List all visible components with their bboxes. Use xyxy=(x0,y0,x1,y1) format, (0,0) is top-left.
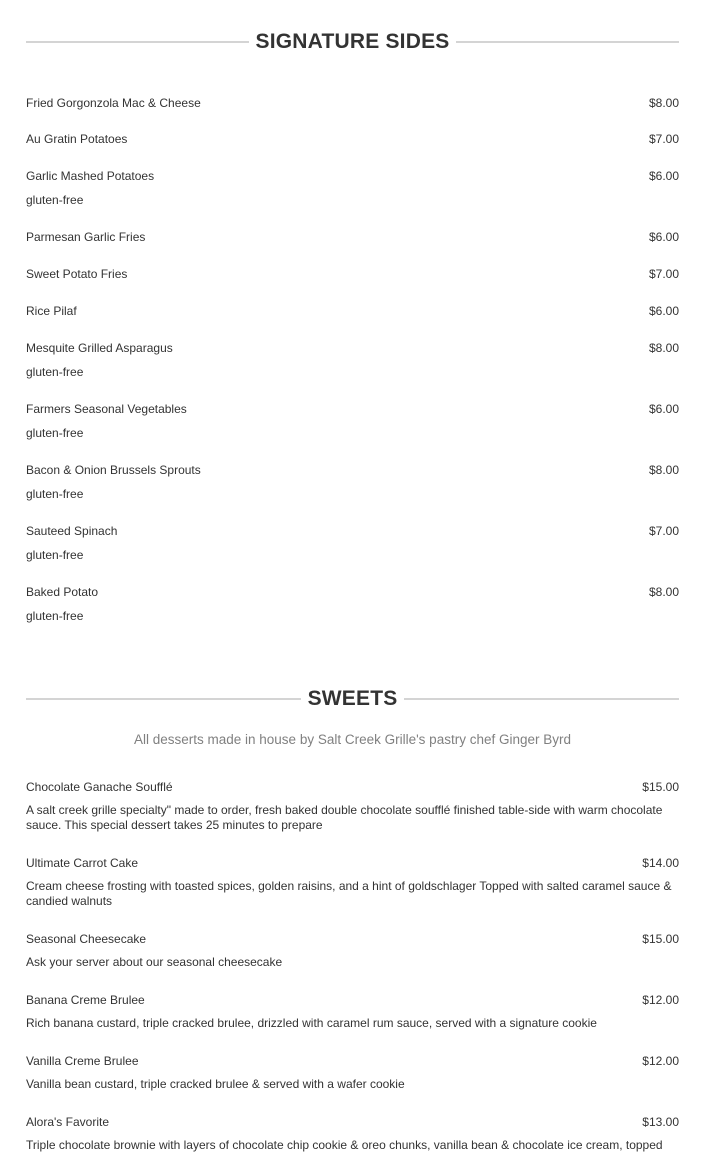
item-description: A salt creek grille specialty" made to order, fresh baked double chocolate soufflé finished table-side with warm chocolate sauce. This special dessert takes 25 minutes to prepare xyxy=(26,803,663,832)
item-price: $7.00 xyxy=(648,132,679,146)
menu-item xyxy=(26,523,679,563)
item-name: Baked Potato xyxy=(26,585,99,599)
item-name: Bacon & Onion Brussels Sprouts xyxy=(26,463,201,477)
menu-item xyxy=(26,340,679,380)
item-name: Vanilla Creme Brulee xyxy=(26,1054,139,1068)
menu-item xyxy=(26,1114,679,1153)
item-price: $8.00 xyxy=(648,341,679,355)
item-description: Cream cheese frosting with toasted spices, golden raisins, and a hint of goldschlager Topped with salted caramel sauce & candied walnuts xyxy=(26,879,672,908)
menu-item xyxy=(26,95,679,111)
sweets-heading-row xyxy=(26,685,679,713)
heading-rule-left xyxy=(26,698,301,700)
item-price: $6.00 xyxy=(648,304,679,318)
dietary-note: gluten-free xyxy=(26,609,84,623)
item-name: Parmesan Garlic Fries xyxy=(26,230,146,244)
sides-heading: SIGNATURE SIDES xyxy=(255,30,450,53)
item-name: Chocolate Ganache Soufflé xyxy=(26,780,173,794)
item-price: $6.00 xyxy=(648,230,679,244)
item-price: $6.00 xyxy=(648,402,679,416)
item-price: $7.00 xyxy=(648,524,679,538)
dietary-note: gluten-free xyxy=(26,548,84,562)
menu-item xyxy=(26,229,679,245)
menu-item xyxy=(26,855,679,909)
item-name: Seasonal Cheesecake xyxy=(26,932,147,946)
item-price: $12.00 xyxy=(642,1054,679,1068)
item-name: Ultimate Carrot Cake xyxy=(26,856,139,870)
menu-item xyxy=(26,462,679,502)
menu-item xyxy=(26,168,679,208)
dietary-note: gluten-free xyxy=(26,487,84,501)
item-price: $7.00 xyxy=(648,267,679,281)
item-name: Rice Pilaf xyxy=(26,304,77,318)
heading-rule-right xyxy=(404,698,679,700)
dietary-note: gluten-free xyxy=(26,426,84,440)
item-description: Triple chocolate brownie with layers of chocolate chip cookie & oreo chunks, vanilla bean & chocolate ice cream, topped xyxy=(26,1138,663,1152)
heading-rule-left xyxy=(26,41,249,43)
item-price: $14.00 xyxy=(642,856,679,870)
item-name: Garlic Mashed Potatoes xyxy=(26,169,155,183)
menu-item xyxy=(26,131,679,147)
item-price: $15.00 xyxy=(642,780,679,794)
sweets-heading: SWEETS xyxy=(307,687,398,710)
menu-item xyxy=(26,584,679,624)
item-description: Ask your server about our seasonal cheesecake xyxy=(26,955,283,969)
item-description: Vanilla bean custard, triple cracked brulee & served with a wafer cookie xyxy=(26,1077,405,1091)
sides-heading-row xyxy=(26,28,679,56)
menu-item xyxy=(26,303,679,319)
item-name: Sweet Potato Fries xyxy=(26,267,128,281)
menu-item xyxy=(26,779,679,833)
item-price: $13.00 xyxy=(642,1115,679,1129)
item-name: Farmers Seasonal Vegetables xyxy=(26,402,187,416)
menu-item xyxy=(26,931,679,970)
menu-item xyxy=(26,266,679,282)
menu-item xyxy=(26,401,679,441)
item-price: $15.00 xyxy=(642,932,679,946)
sweets-intro: All desserts made in house by Salt Creek Grille's pastry chef Ginger Byrd xyxy=(133,732,571,747)
item-price: $8.00 xyxy=(648,585,679,599)
item-name: Mesquite Grilled Asparagus xyxy=(26,341,173,355)
item-price: $12.00 xyxy=(642,993,679,1007)
item-name: Banana Creme Brulee xyxy=(26,993,145,1007)
item-price: $6.00 xyxy=(648,169,679,183)
item-price: $8.00 xyxy=(648,96,679,110)
dietary-note: gluten-free xyxy=(26,365,84,379)
item-price: $8.00 xyxy=(648,463,679,477)
dietary-note: gluten-free xyxy=(26,193,84,207)
item-name: Alora's Favorite xyxy=(26,1115,109,1129)
item-name: Au Gratin Potatoes xyxy=(26,132,128,146)
item-name: Sauteed Spinach xyxy=(26,524,118,538)
menu-item xyxy=(26,992,679,1031)
menu-item xyxy=(26,1053,679,1092)
item-name: Fried Gorgonzola Mac & Cheese xyxy=(26,96,201,110)
item-description: Rich banana custard, triple cracked brulee, drizzled with caramel rum sauce, served with a signature cookie xyxy=(26,1016,597,1030)
heading-rule-right xyxy=(456,41,679,43)
